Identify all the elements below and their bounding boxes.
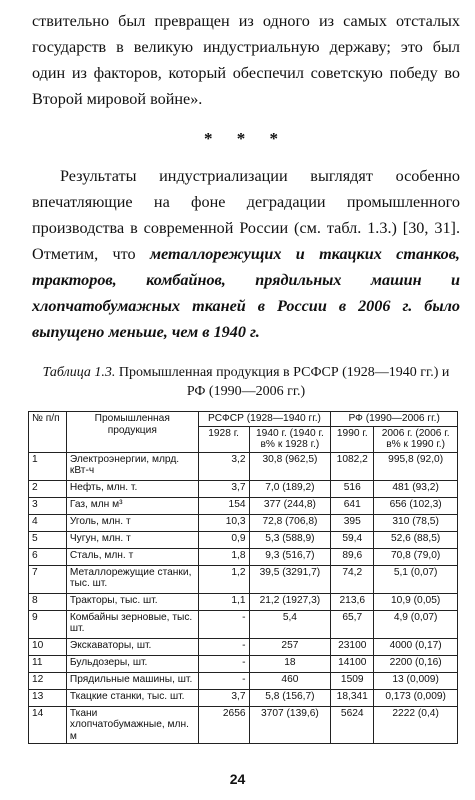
cell-no: 14 [29, 706, 67, 744]
cell-no: 1 [29, 452, 67, 480]
cell-product: Экскаваторы, шт. [66, 638, 198, 655]
main-paragraph [32, 163, 460, 345]
header-2006: 2006 г. (2006 г. в% к 1990 г.) [374, 426, 458, 452]
cell-no: 5 [29, 531, 67, 548]
cell-1940: 5,4 [249, 610, 331, 638]
cell-1928: 1,1 [198, 593, 249, 610]
cell-product: Электроэнергии, млрд. кВт-ч [66, 452, 198, 480]
cell-1928: 2656 [198, 706, 249, 744]
cell-no: 9 [29, 610, 67, 638]
cell-2006: 481 (93,2) [374, 480, 458, 497]
cell-no: 11 [29, 655, 67, 672]
header-1990: 1990 г. [331, 426, 374, 452]
header-no: № п/п [29, 412, 67, 453]
cell-2006: 52,6 (88,5) [374, 531, 458, 548]
cell-1940: 460 [249, 672, 331, 689]
cell-product: Газ, млн м³ [66, 497, 198, 514]
cell-1990: 516 [331, 480, 374, 497]
cell-1928: 0,9 [198, 531, 249, 548]
table-row [29, 531, 458, 548]
table-caption-text: Промышленная продукция в РСФСР (1928—1940 гг.) и РФ (1990—2006 гг.) [115, 365, 450, 399]
cell-product: Металлорежущие станки, тыс. шт. [66, 565, 198, 593]
cell-1990: 65,7 [331, 610, 374, 638]
top-paragraph: ствительно был превращен из одного из самых отсталых государств в великую индустриальную державу; это был один из факторов, который обеспечил советскую победу во Второй мировой войне». [32, 12, 460, 108]
cell-1928: 1,8 [198, 548, 249, 565]
header-rf: РФ (1990—2006 гг.) [331, 412, 458, 427]
table-row [29, 565, 458, 593]
cell-1990: 641 [331, 497, 374, 514]
cell-1928: - [198, 610, 249, 638]
cell-1928: 10,3 [198, 514, 249, 531]
table-caption-label: Таблица 1.3. [42, 365, 116, 380]
cell-no: 2 [29, 480, 67, 497]
table-row [29, 452, 458, 480]
section-separator: * * * [204, 129, 288, 148]
cell-no: 13 [29, 689, 67, 706]
table-row [29, 638, 458, 655]
cell-1940: 377 (244,8) [249, 497, 331, 514]
table-row [29, 548, 458, 565]
cell-1940: 21,2 (1927,3) [249, 593, 331, 610]
cell-1940: 3707 (139,6) [249, 706, 331, 744]
cell-1940: 18 [249, 655, 331, 672]
cell-2006: 4000 (0,17) [374, 638, 458, 655]
cell-2006: 5,1 (0,07) [374, 565, 458, 593]
cell-1990: 395 [331, 514, 374, 531]
cell-2006: 656 (102,3) [374, 497, 458, 514]
cell-1928: 1,2 [198, 565, 249, 593]
cell-2006: 995,8 (92,0) [374, 452, 458, 480]
cell-1990: 59,4 [331, 531, 374, 548]
header-product: Промышленная продукция [66, 412, 198, 453]
cell-1990: 1509 [331, 672, 374, 689]
page-content [32, 8, 460, 744]
table-row [29, 593, 458, 610]
header-1940: 1940 г. (1940 г. в% к 1928 г.) [249, 426, 331, 452]
cell-product: Комбайны зерновые, тыс. шт. [66, 610, 198, 638]
production-table [28, 411, 458, 744]
cell-2006: 13 (0,009) [374, 672, 458, 689]
cell-product: Нефть, млн. т. [66, 480, 198, 497]
table-row [29, 655, 458, 672]
cell-1940: 39,5 (3291,7) [249, 565, 331, 593]
cell-2006: 4,9 (0,07) [374, 610, 458, 638]
cell-1990: 1082,2 [331, 452, 374, 480]
table-header-row [29, 412, 458, 427]
cell-1928: 3,7 [198, 480, 249, 497]
table-row [29, 514, 458, 531]
main-paragraph-emphasis: металлорежущих и ткацких станков, тракторов, комбайнов, прядильных машин и хлопчатобумажных тканей в России в 2006 г. было выпущено меньше, чем в 1940 г. [32, 245, 460, 341]
table-row [29, 706, 458, 744]
cell-2006: 310 (78,5) [374, 514, 458, 531]
cell-product: Ткани хлопчатобумажные, млн. м [66, 706, 198, 744]
cell-1990: 5624 [331, 706, 374, 744]
cell-no: 3 [29, 497, 67, 514]
table-row [29, 497, 458, 514]
cell-no: 7 [29, 565, 67, 593]
cell-1940: 30,8 (962,5) [249, 452, 331, 480]
cell-no: 6 [29, 548, 67, 565]
cell-2006: 70,8 (79,0) [374, 548, 458, 565]
header-1928: 1928 г. [198, 426, 249, 452]
cell-1990: 18,341 [331, 689, 374, 706]
cell-product: Чугун, млн. т [66, 531, 198, 548]
cell-2006: 0,173 (0,009) [374, 689, 458, 706]
cell-1990: 74,2 [331, 565, 374, 593]
cell-product: Тракторы, тыс. шт. [66, 593, 198, 610]
cell-product: Бульдозеры, шт. [66, 655, 198, 672]
header-rsfsr: РСФСР (1928—1940 гг.) [198, 412, 331, 427]
cell-1990: 213,6 [331, 593, 374, 610]
cell-1928: - [198, 638, 249, 655]
table-caption [32, 363, 460, 401]
cell-no: 8 [29, 593, 67, 610]
cell-1928: 3,2 [198, 452, 249, 480]
table-row [29, 480, 458, 497]
cell-1990: 14100 [331, 655, 374, 672]
cell-product: Прядильные машины, шт. [66, 672, 198, 689]
cell-1940: 5,8 (156,7) [249, 689, 331, 706]
table-row [29, 610, 458, 638]
cell-1940: 5,3 (588,9) [249, 531, 331, 548]
cell-1928: - [198, 655, 249, 672]
page-number: 24 [229, 771, 246, 787]
cell-1940: 72,8 (706,8) [249, 514, 331, 531]
cell-1940: 7,0 (189,2) [249, 480, 331, 497]
table-row [29, 672, 458, 689]
table-row [29, 689, 458, 706]
cell-2006: 2222 (0,4) [374, 706, 458, 744]
table-body [29, 452, 458, 744]
cell-1928: - [198, 672, 249, 689]
cell-2006: 10,9 (0,05) [374, 593, 458, 610]
cell-product: Уголь, млн. т [66, 514, 198, 531]
cell-1928: 154 [198, 497, 249, 514]
main-paragraph-text: Результаты индустриализации выглядят особенно впечатляющие на фоне деградации промышленного производства в современной России (см. табл. 1.3.) [30, 31]. Отметим, что [32, 167, 460, 263]
cell-no: 10 [29, 638, 67, 655]
cell-1928: 3,7 [198, 689, 249, 706]
cell-no: 4 [29, 514, 67, 531]
cell-1940: 9,3 (516,7) [249, 548, 331, 565]
cell-no: 12 [29, 672, 67, 689]
cell-2006: 2200 (0,16) [374, 655, 458, 672]
cell-product: Ткацкие станки, тыс. шт. [66, 689, 198, 706]
cell-1990: 89,6 [331, 548, 374, 565]
cell-1940: 257 [249, 638, 331, 655]
cell-1990: 23100 [331, 638, 374, 655]
cell-product: Сталь, млн. т [66, 548, 198, 565]
